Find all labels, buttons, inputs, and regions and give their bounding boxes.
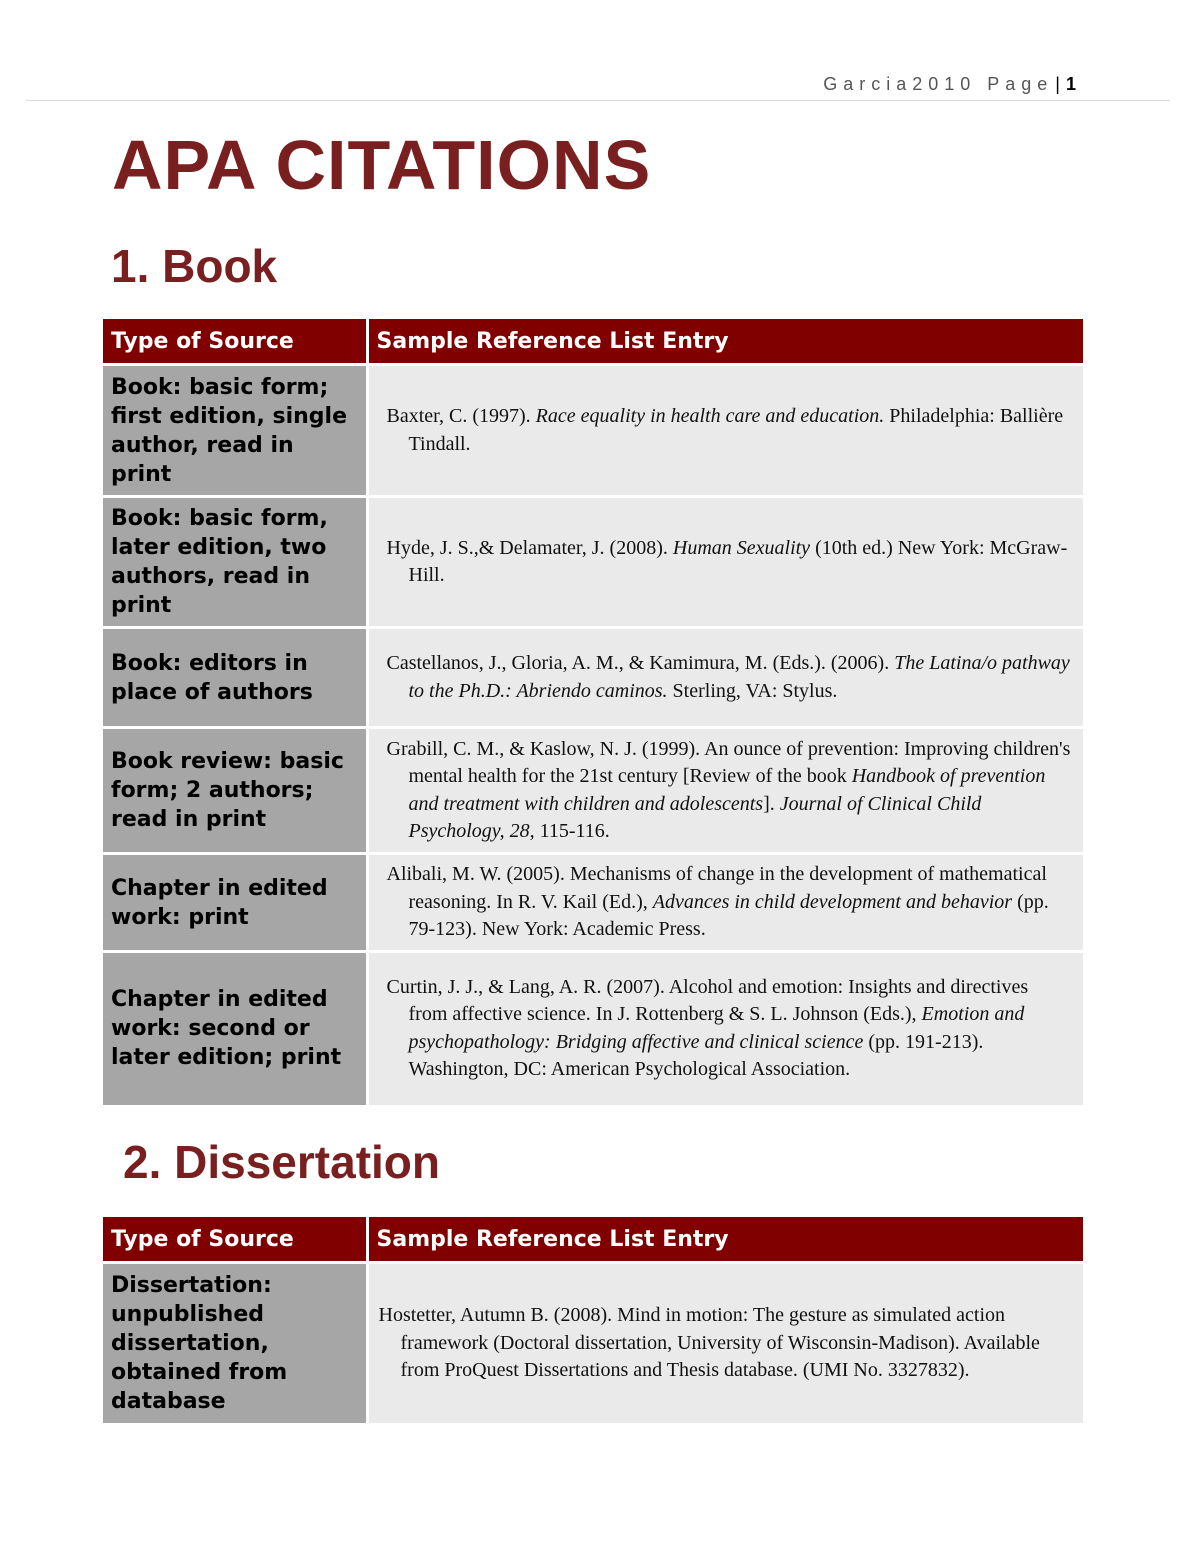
reference-entry-cell (367, 1263, 1083, 1423)
table-row (103, 854, 1083, 952)
running-head-text: Garcia2010 Page (823, 74, 1054, 94)
column-header-type: Type of Source (103, 319, 367, 365)
reference-entry-cell (367, 952, 1083, 1105)
page-number: 1 (1065, 74, 1076, 94)
reference-entry: Curtin, J. J., & Lang, A. R. (2007). Alcohol and emotion: Insights and directives from affective science. In J. Rottenberg & S. L. Johnson (Eds.), Emotion and psychopathology: Bridging affective and clinical science (pp. 191-213). Washington, DC: American Psychological Association. (386, 975, 1029, 1081)
source-type-cell: Chapter in edited work: print (103, 854, 367, 952)
reference-entry: Baxter, C. (1997). Race equality in health care and education. Philadelphia: Ballière Tindall. (386, 405, 1064, 455)
column-header-entry: Sample Reference List Entry (367, 319, 1083, 365)
table-header-row (103, 1217, 1083, 1263)
table-row (103, 628, 1083, 728)
reference-entry: Hostetter, Autumn B. (2008). Mind in motion: The gesture as simulated action framework (Doctoral dissertation, University of Wisconsin-Madison). Available from ProQuest Dissertations and Thesis database. (UMI No. 3327832). (378, 1304, 1040, 1381)
column-header-type: Type of Source (103, 1217, 367, 1263)
reference-entry: Castellanos, J., Gloria, A. M., & Kamimura, M. (Eds.). (2006). The Latina/o pathway to the Ph.D.: Abriendo caminos. Sterling, VA: Stylus. (386, 652, 1070, 702)
table-row (103, 728, 1083, 854)
source-type-cell: Book: basic form, later edition, two authors, read in print (103, 497, 367, 628)
source-type-cell: Dissertation: unpublished dissertation, obtained from database (103, 1263, 367, 1423)
table-row (103, 1263, 1083, 1423)
reference-entry: Grabill, C. M., & Kaslow, N. J. (1999). An ounce of prevention: Improving children's mental health for the 21st century [Review of the book Handbook of prevention and treatment with children and adolescents]. Journal of Clinical Child Psychology, 28, 115-116. (386, 737, 1071, 842)
source-type-cell: Book: basic form; first edition, single author, read in print (103, 365, 367, 497)
table-row (103, 952, 1083, 1105)
reference-entry-cell (367, 365, 1083, 497)
reference-entry: Alibali, M. W. (2005). Mechanisms of change in the development of mathematical reasoning. In R. V. Kail (Ed.), Advances in child development and behavior (pp. 79-123). New York: Academic Press. (386, 863, 1049, 941)
running-header (823, 74, 1076, 95)
dissertation-citation-table (103, 1217, 1083, 1423)
reference-entry-cell (367, 628, 1083, 728)
table-header-row (103, 319, 1083, 365)
source-type-cell: Book: editors in place of authors (103, 628, 367, 728)
reference-entry-cell (367, 728, 1083, 854)
header-divider (26, 100, 1170, 101)
table-row (103, 497, 1083, 628)
reference-entry: Hyde, J. S.,& Delamater, J. (2008). Human Sexuality (10th ed.) New York: McGraw-Hill. (386, 536, 1068, 586)
section-heading-dissertation: 2. Dissertation (123, 1136, 440, 1188)
column-header-entry: Sample Reference List Entry (367, 1217, 1083, 1263)
table-row (103, 365, 1083, 497)
document-title: APA CITATIONS (112, 126, 652, 204)
reference-entry-cell (367, 497, 1083, 628)
source-type-cell: Book review: basic form; 2 authors; read in print (103, 728, 367, 854)
section-heading-book: 1. Book (111, 240, 278, 292)
header-separator: | (1055, 74, 1060, 94)
reference-entry-cell (367, 854, 1083, 952)
source-type-cell: Chapter in edited work: second or later edition; print (103, 952, 367, 1105)
book-citation-table (103, 319, 1083, 1105)
